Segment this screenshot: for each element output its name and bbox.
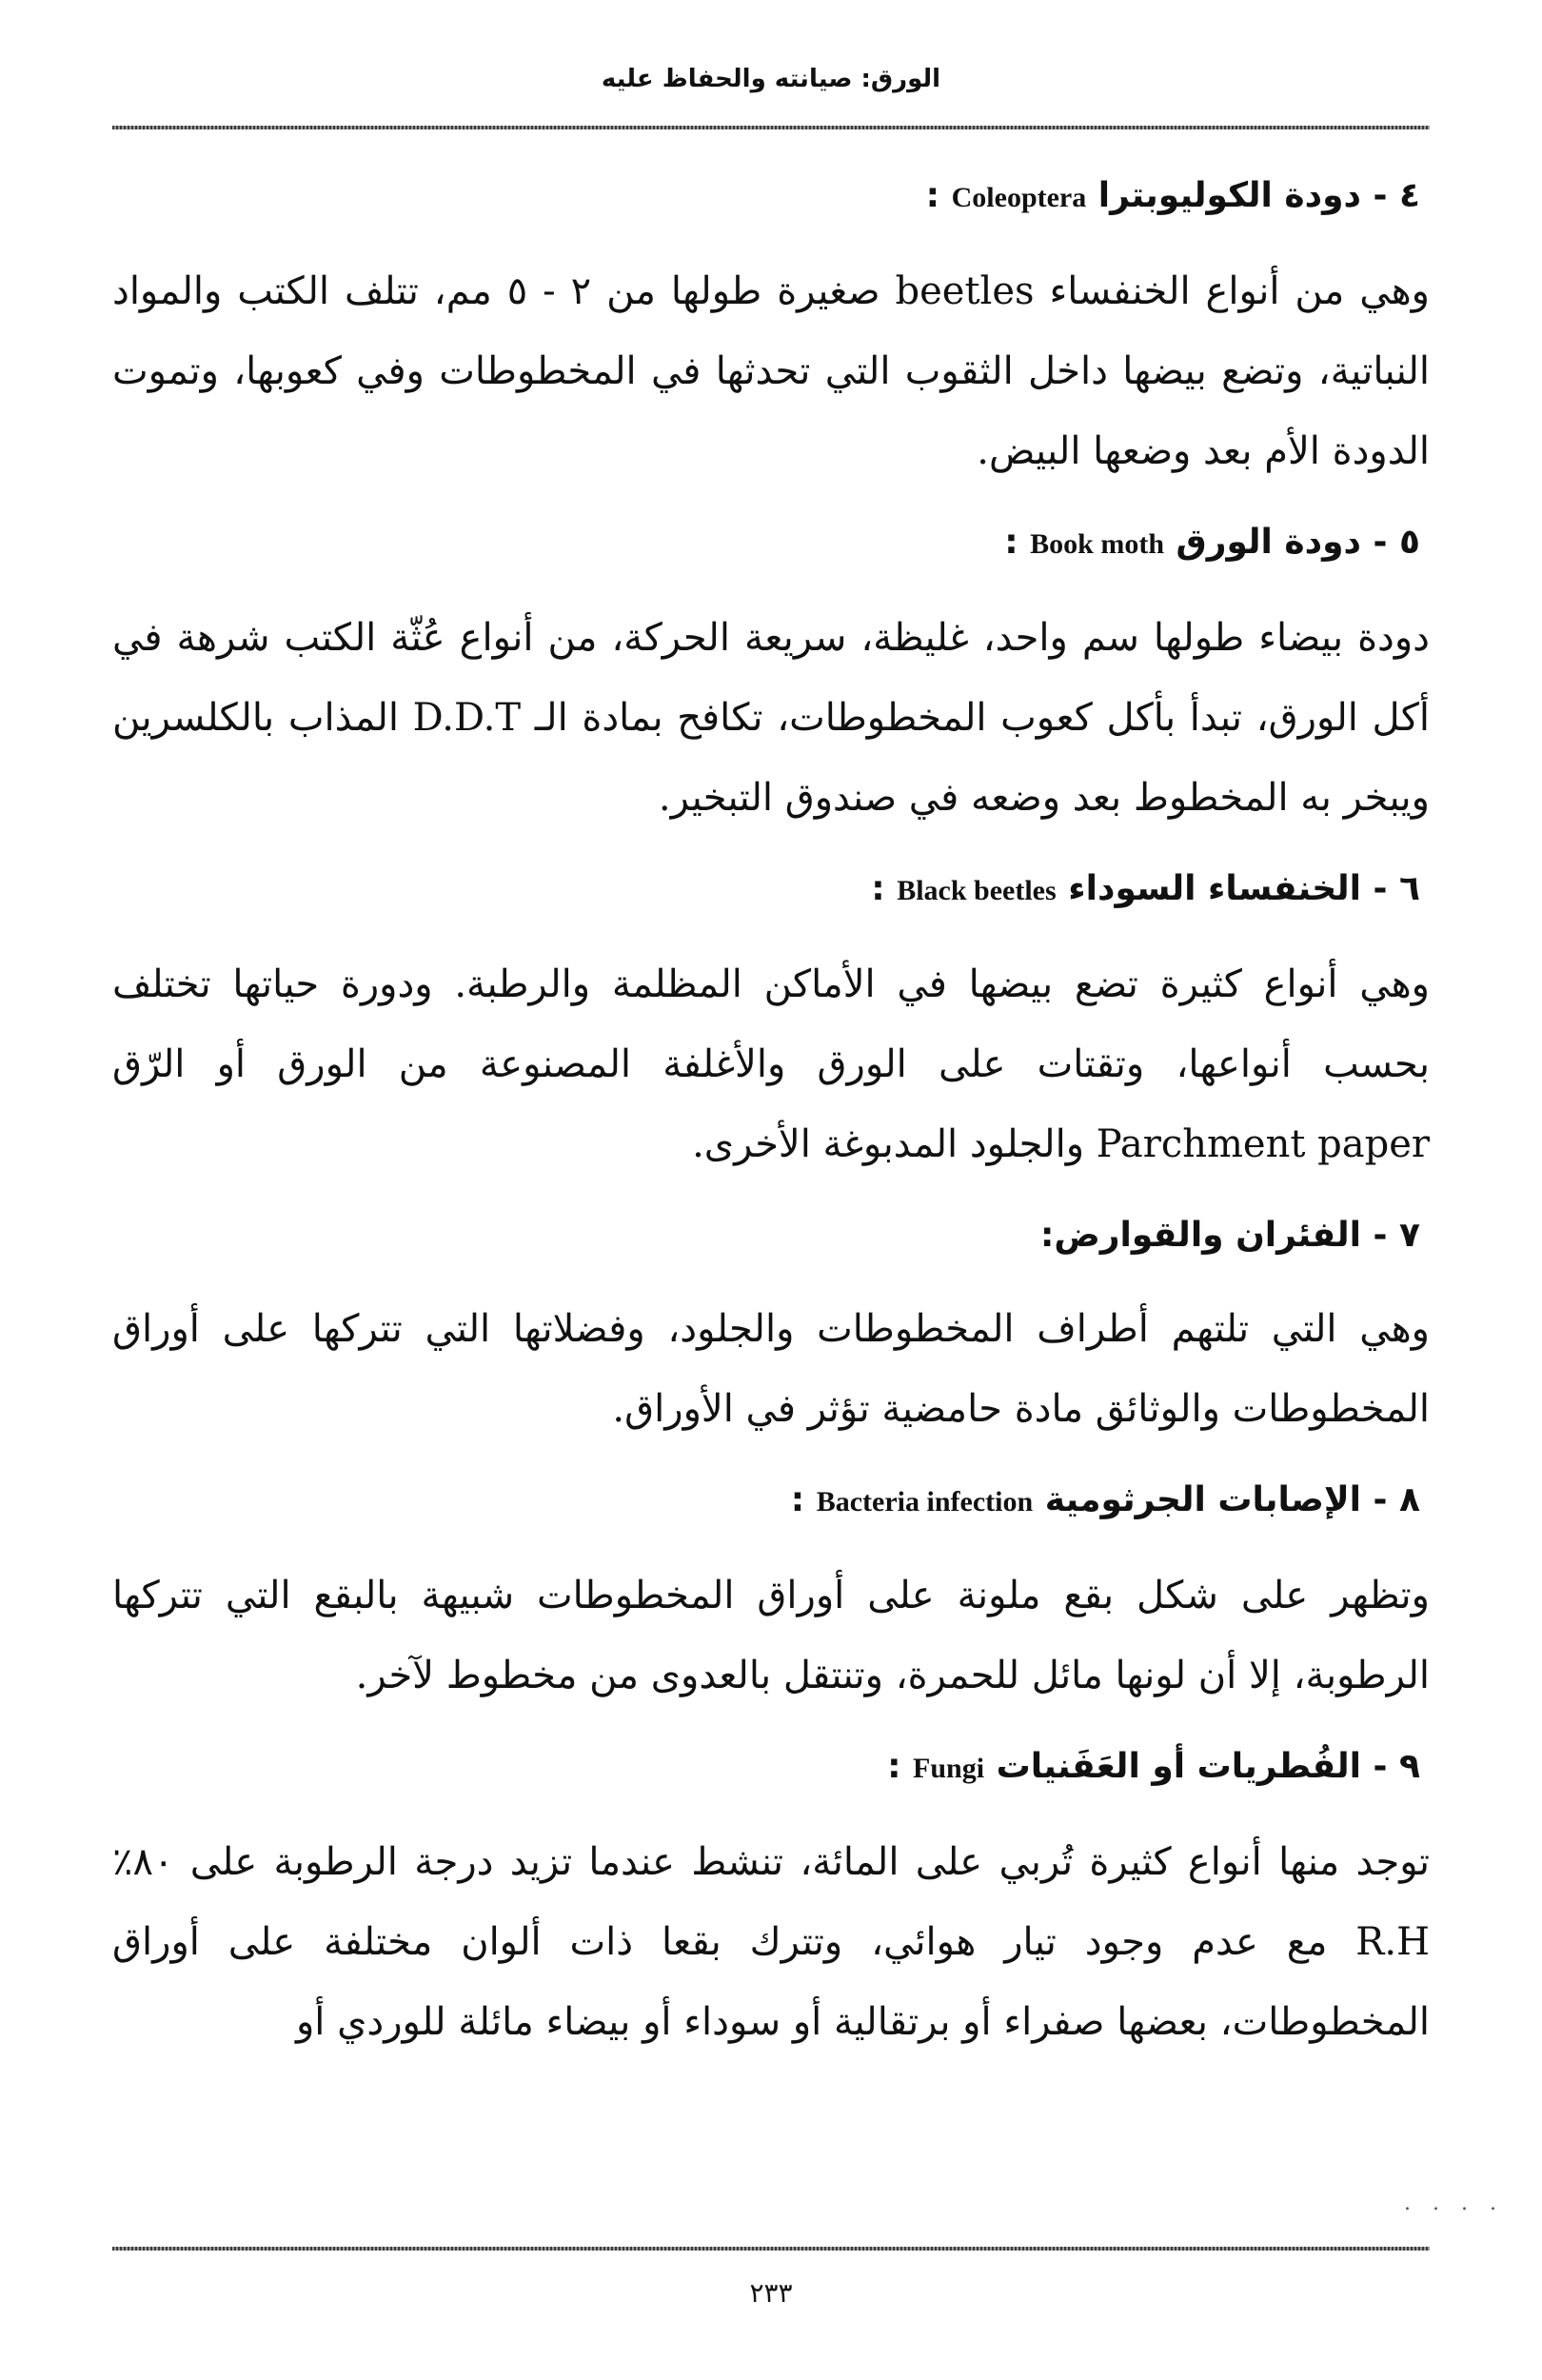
margin-dots: . . . .: [1404, 2192, 1504, 2215]
section-heading: [112, 1740, 1430, 1795]
heading-arabic: ٤ - دودة الكوليوبترا: [1097, 176, 1420, 215]
section-heading: [112, 516, 1430, 571]
heading-colon: :: [925, 176, 940, 215]
heading-arabic: ٩ - الفُطريات أو العَفَنيات: [996, 1747, 1420, 1786]
heading-latin: Book moth: [1030, 528, 1164, 560]
section-paragraph: وهي أنواع كثيرة تضع بيضها في الأماكن المظلمة والرطبة. ودورة حياتها تختلف بحسب أنواعها، وتقتات على الورق والأغلفة المصنوعة من الورق أو الرّق Parchment paper والجلود المدبوغة الأخرى.: [112, 962, 1430, 1166]
running-header-title: الورق: صيانته والحفاظ عليه: [601, 65, 941, 93]
header-rule: [112, 126, 1430, 129]
section-rodents: [112, 1209, 1430, 1449]
page-number: ٢٣٣: [749, 2277, 793, 2309]
section-heading: [112, 863, 1430, 918]
heading-latin: Coleoptera: [951, 182, 1087, 213]
heading-colon: :: [871, 869, 885, 908]
heading-arabic: ٦ - الخنفساء السوداء: [1068, 869, 1420, 908]
heading-colon: :: [1004, 523, 1018, 562]
section-black-beetles: [112, 863, 1430, 1184]
section-heading: [112, 1209, 1430, 1262]
section-bacteria: [112, 1474, 1430, 1716]
section-fungi: [112, 1740, 1430, 2062]
heading-arabic: ٨ - الإصابات الجرثومية: [1044, 1480, 1420, 1519]
heading-arabic: ٥ - دودة الورق: [1176, 523, 1420, 562]
section-paragraph: دودة بيضاء طولها سم واحد، غليظة، سريعة الحركة، من أنواع عُثّة الكتب شرهة في أكل الورق، تبدأ بأكل كعوب المخطوطات، تكافح بمادة الـ D.D.T المذاب بالكلسرين ويبخر به المخطوط بعد وضعه في صندوق التبخير.: [112, 616, 1431, 820]
heading-colon: :: [790, 1480, 805, 1519]
section-paragraph: وهي من أنواع الخنفساء beetles صغيرة طولها من ٢ - ٥ مم، تتلف الكتب والمواد النباتية، وتضع بيضها داخل الثقوب التي تحدثها في المخطوطات وفي كعوبها، وتموت الدودة الأم بعد وضعها البيض.: [112, 269, 1430, 473]
section-book-moth: [112, 516, 1430, 838]
heading-latin: Fungi: [913, 1753, 985, 1784]
heading-latin: Bacteria infection: [816, 1486, 1034, 1517]
section-coleoptera: [112, 169, 1430, 491]
heading-latin: Black beetles: [897, 875, 1057, 906]
section-paragraph: وتظهر على شكل بقع ملونة على أوراق المخطوطات شبيهة بالبقع التي تتركها الرطوبة، إلا أن لونها مائل للحمرة، وتنتقل بالعدوى من مخطوط لآخر.: [112, 1574, 1430, 1697]
section-heading: [112, 1474, 1430, 1529]
section-heading: [112, 169, 1430, 225]
section-paragraph: توجد منها أنواع كثيرة تُربي على المائة، تنشط عندما تزيد درجة الرطوبة على ٨٠٪ R.H مع عدم وجود تيار هوائي، وتترك بقعا ذات ألوان مختلفة على أوراق المخطوطات، بعضها صفراء أو برتقالية أو سوداء أو بيضاء مائلة للوردي أو: [112, 1840, 1430, 2044]
heading-colon: :: [887, 1747, 901, 1786]
heading-arabic: ٧ - الفئران والقوارض:: [1039, 1216, 1420, 1255]
section-paragraph: وهي التي تلتهم أطراف المخطوطات والجلود، وفضلاتها التي تتركها على أوراق المخطوطات والوثائق مادة حامضية تؤثر في الأوراق.: [112, 1307, 1430, 1431]
footer-rule: [112, 2247, 1430, 2251]
page-body: [112, 169, 1430, 2087]
